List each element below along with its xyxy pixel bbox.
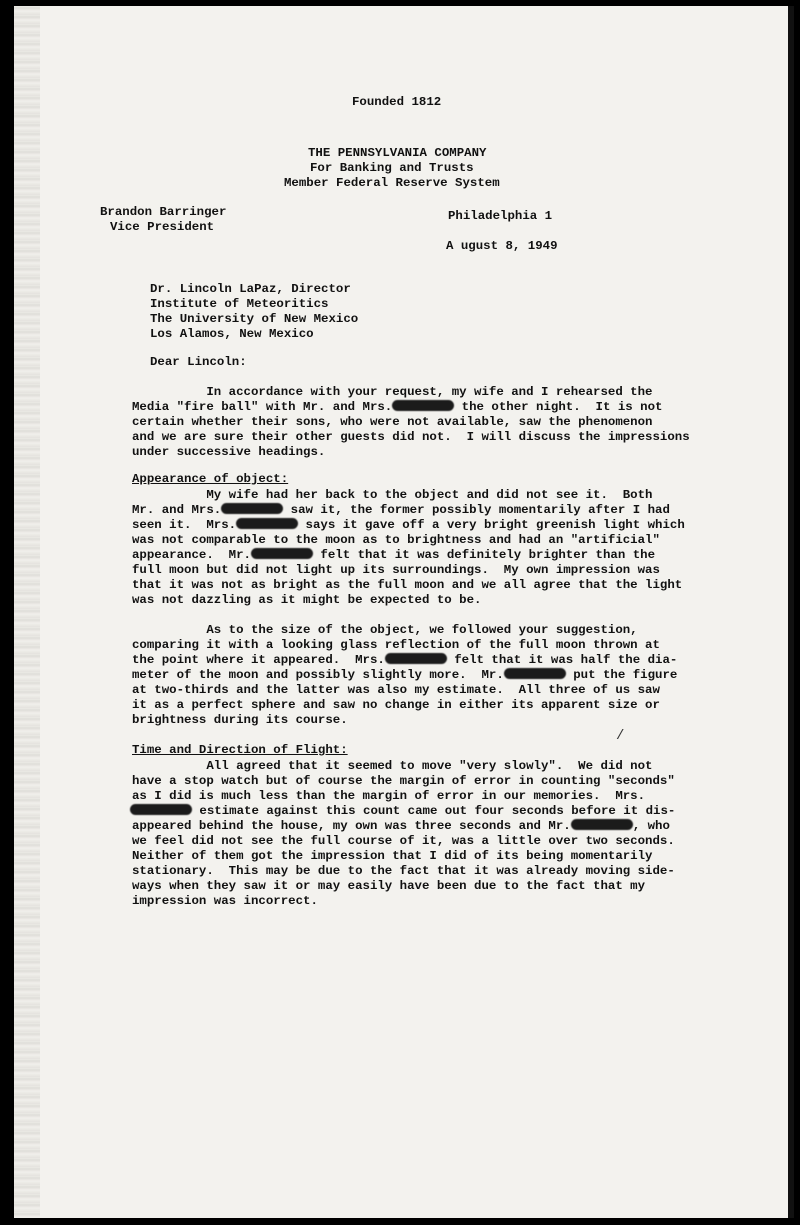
place-line: Philadelphia 1 xyxy=(448,209,553,223)
sender-title: Vice President xyxy=(110,220,215,234)
p4-line-8: stationary. This may be due to the fact that it was already moving side- xyxy=(132,864,675,878)
redaction-mark xyxy=(236,518,298,529)
p1-line-1: In accordance with your request, my wife and I rehearsed the xyxy=(132,385,653,399)
p4-line-4: estimate against this count came out four seconds before it dis- xyxy=(132,804,692,819)
paragraph-3 xyxy=(132,623,692,728)
redaction-mark xyxy=(251,548,313,559)
p2-line-2: Mr. and Mrs. saw it, the former possibly momentarily after I had xyxy=(132,503,670,517)
paragraph-1 xyxy=(132,385,692,460)
p2-line-8: was not dazzling as it might be expected to be. xyxy=(132,593,482,607)
letter-page xyxy=(14,6,794,1218)
p2-line-1: My wife had her back to the object and did not see it. Both xyxy=(132,488,653,502)
recipient-line-3: The University of New Mexico xyxy=(150,312,359,326)
p1-line-4: and we are sure their other guests did not. I will discuss the impressions xyxy=(132,430,690,444)
heading-time-direction: Time and Direction of Flight: xyxy=(132,743,348,757)
p3-line-7: brightness during its course. xyxy=(132,713,348,727)
p1-line-5: under successive headings. xyxy=(132,445,326,459)
p3-line-4: meter of the moon and possibly slightly more. Mr. put the figure xyxy=(132,668,678,682)
pencil-mark: / xyxy=(616,728,625,744)
p3-line-6: it as a perfect sphere and saw no change in either its apparent size or xyxy=(132,698,660,712)
p4-line-9: ways when they saw it or may easily have been due to the fact that my xyxy=(132,879,646,893)
p2-line-5: appearance. Mr. felt that it was definitely brighter than the xyxy=(132,548,656,562)
p4-line-10: impression was incorrect. xyxy=(132,894,318,908)
paragraph-4 xyxy=(132,759,692,909)
p4-line-2: have a stop watch but of course the margin of error in counting "seconds" xyxy=(132,774,675,788)
heading-appearance: Appearance of object: xyxy=(132,472,289,486)
scan-edge-left xyxy=(14,6,40,1218)
p4-line-3: as I did is much less than the margin of error in our memories. Mrs. xyxy=(132,789,646,803)
company-membership: Member Federal Reserve System xyxy=(284,176,500,190)
scan-edge-right xyxy=(788,6,794,1218)
p3-line-5: at two-thirds and the latter was also my estimate. All three of us saw xyxy=(132,683,660,697)
p4-line-7: Neither of them got the impression that I did of its being momentarily xyxy=(132,849,653,863)
redaction-mark xyxy=(504,668,566,679)
founded-line: Founded 1812 xyxy=(352,95,442,109)
redaction-mark xyxy=(392,400,454,411)
redaction-mark xyxy=(130,804,192,815)
recipient-line-1: Dr. Lincoln LaPaz, Director xyxy=(150,282,351,296)
p4-line-6: we feel did not see the full course of it, was a little over two seconds. xyxy=(132,834,675,848)
p1-line-2: Media "fire ball" with Mr. and Mrs. the other night. It is not xyxy=(132,400,663,414)
redaction-mark xyxy=(221,503,283,514)
redaction-mark xyxy=(571,819,633,830)
p2-line-6: full moon but did not light up its surroundings. My own impression was xyxy=(132,563,660,577)
p1-line-3: certain whether their sons, who were not available, saw the phenomenon xyxy=(132,415,653,429)
recipient-line-2: Institute of Meteoritics xyxy=(150,297,329,311)
p3-line-1: As to the size of the object, we followed your suggestion, xyxy=(132,623,638,637)
company-name: THE PENNSYLVANIA COMPANY xyxy=(308,146,487,160)
p3-line-3: the point where it appeared. Mrs. felt that it was half the dia- xyxy=(132,653,678,667)
p4-line-1: All agreed that it seemed to move "very slowly". We did not xyxy=(132,759,653,773)
p2-line-3: seen it. Mrs. says it gave off a very bright greenish light which xyxy=(132,518,685,532)
sender-name: Brandon Barringer xyxy=(100,205,227,219)
recipient-line-4: Los Alamos, New Mexico xyxy=(150,327,314,341)
p3-line-2: comparing it with a looking glass reflection of the full moon thrown at xyxy=(132,638,660,652)
company-tagline: For Banking and Trusts xyxy=(310,161,474,175)
paragraph-2 xyxy=(132,488,692,608)
redaction-mark xyxy=(385,653,447,664)
p4-line-5: appeared behind the house, my own was three seconds and Mr. , who xyxy=(132,819,670,833)
salutation: Dear Lincoln: xyxy=(150,355,247,369)
date-line: A ugust 8, 1949 xyxy=(446,239,558,253)
p2-line-7: that it was not as bright as the full moon and we all agree that the light xyxy=(132,578,683,592)
p2-line-4: was not comparable to the moon as to brightness and had an "artificial" xyxy=(132,533,660,547)
